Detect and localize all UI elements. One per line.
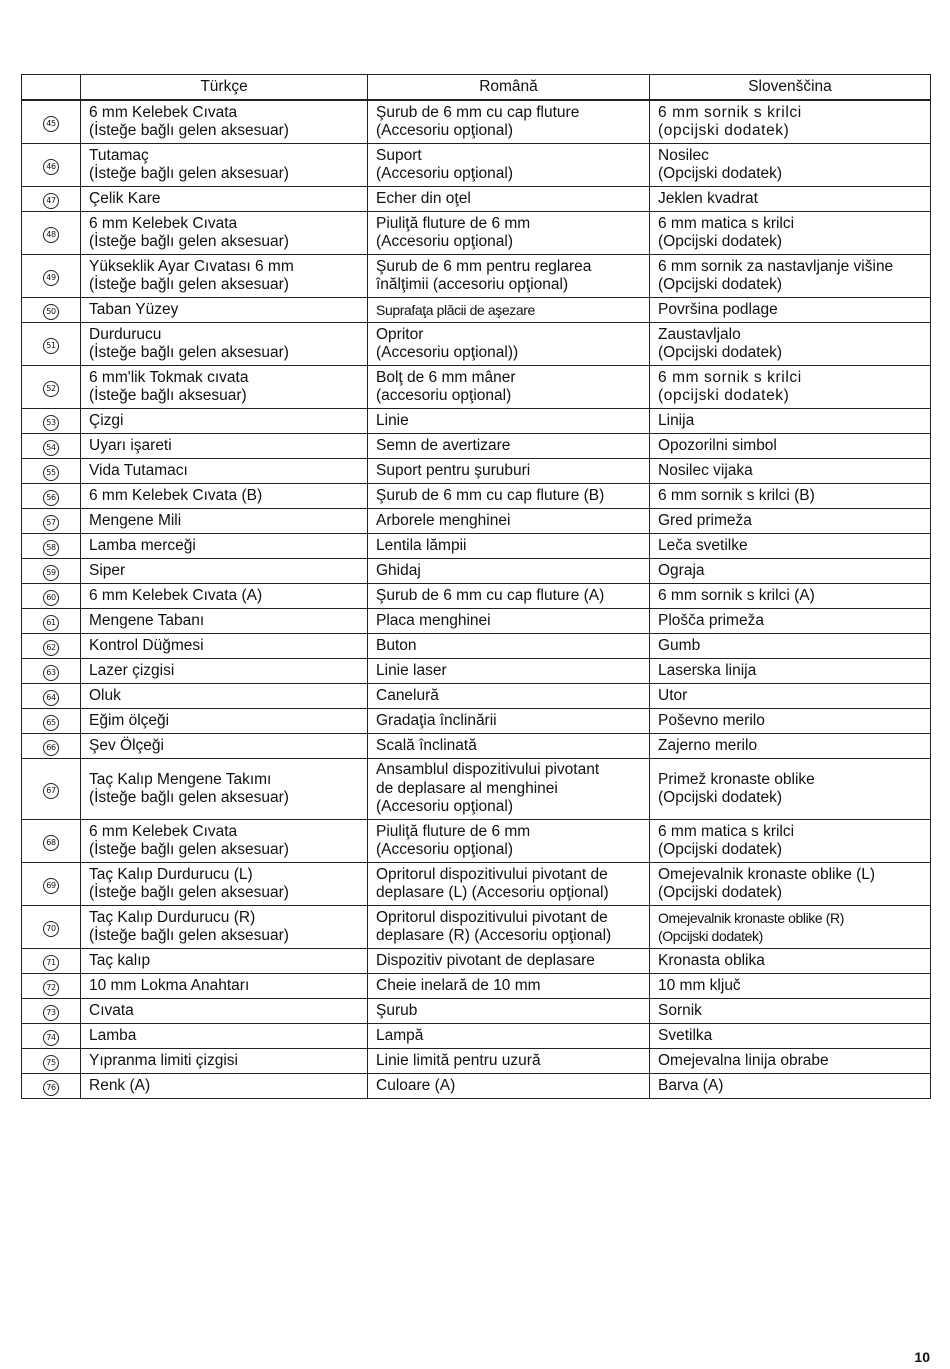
slovenian-cell: Omejevalna linija obrabe (650, 1049, 931, 1074)
romanian-cell: Arborele menghinei (368, 509, 650, 534)
table-row (22, 684, 931, 709)
slovenian-cell: Omejevalnik kronaste oblike (R) (Opcijski dodatek) (650, 906, 931, 949)
romanian-cell: Şurub (368, 999, 650, 1024)
turkish-cell: Lamba merceği (81, 534, 368, 559)
table-row (22, 459, 931, 484)
romanian-cell: Ghidaj (368, 559, 650, 584)
turkish-cell: Kontrol Düğmesi (81, 634, 368, 659)
circled-number: 52 (43, 381, 59, 397)
turkish-cell: Taç kalıp (81, 949, 368, 974)
turkish-cell: Oluk (81, 684, 368, 709)
romanian-cell: Şurub de 6 mm pentru reglarea înălţimii (accesoriu opţional) (368, 255, 650, 298)
row-number-cell (22, 144, 81, 187)
circled-number: 58 (43, 540, 59, 556)
slovenian-cell: 6 mm sornik s krilci (A) (650, 584, 931, 609)
slovenian-cell: Nosilec (Opcijski dodatek) (650, 144, 931, 187)
turkish-cell: 6 mm Kelebek Cıvata (İsteğe bağlı gelen aksesuar) (81, 820, 368, 863)
table-row (22, 434, 931, 459)
circled-number: 54 (43, 440, 59, 456)
table-header-row (22, 75, 931, 101)
slovenian-cell: Nosilec vijaka (650, 459, 931, 484)
header-romanian: Română (368, 75, 650, 101)
turkish-cell: Eğim ölçeği (81, 709, 368, 734)
header-number (22, 75, 81, 101)
turkish-cell: 6 mm Kelebek Cıvata (İsteğe bağlı gelen aksesuar) (81, 212, 368, 255)
romanian-cell: Şurub de 6 mm cu cap fluture (A) (368, 584, 650, 609)
row-number-cell (22, 584, 81, 609)
slovenian-cell: Linija (650, 409, 931, 434)
slovenian-cell: Zajerno merilo (650, 734, 931, 759)
table-row (22, 366, 931, 409)
slovenian-cell: Sornik (650, 999, 931, 1024)
table-row (22, 509, 931, 534)
row-number-cell (22, 974, 81, 999)
table-row (22, 974, 931, 999)
row-number-cell (22, 949, 81, 974)
circled-number: 64 (43, 690, 59, 706)
romanian-cell: Buton (368, 634, 650, 659)
romanian-cell: Semn de avertizare (368, 434, 650, 459)
row-number-cell (22, 323, 81, 366)
circled-number: 46 (43, 159, 59, 175)
circled-number: 55 (43, 465, 59, 481)
slovenian-cell: 6 mm sornik s krilci (opcijski dodatek) (650, 100, 931, 144)
parts-translation-table (21, 74, 931, 1099)
circled-number: 72 (43, 980, 59, 996)
circled-number: 62 (43, 640, 59, 656)
table-row (22, 634, 931, 659)
row-number-cell (22, 298, 81, 323)
row-number-cell (22, 366, 81, 409)
table-row (22, 100, 931, 144)
circled-number: 45 (43, 116, 59, 132)
romanian-cell: Opritor (Accesoriu opţional)) (368, 323, 650, 366)
turkish-cell: Mengene Tabanı (81, 609, 368, 634)
row-number-cell (22, 684, 81, 709)
slovenian-cell: 6 mm sornik s krilci (B) (650, 484, 931, 509)
romanian-cell: Linie limită pentru uzură (368, 1049, 650, 1074)
slovenian-cell: Površina podlage (650, 298, 931, 323)
turkish-cell: Uyarı işareti (81, 434, 368, 459)
slovenian-cell: 6 mm matica s krilci (Opcijski dodatek) (650, 212, 931, 255)
turkish-cell: Vida Tutamacı (81, 459, 368, 484)
turkish-cell: Taç Kalıp Durdurucu (L) (İsteğe bağlı gelen aksesuar) (81, 863, 368, 906)
slovenian-cell: Barva (A) (650, 1074, 931, 1099)
slovenian-cell: Plošča primeža (650, 609, 931, 634)
romanian-cell: Şurub de 6 mm cu cap fluture (Accesoriu opţional) (368, 100, 650, 144)
turkish-cell: 6 mm'lik Tokmak cıvata (İsteğe bağlı aksesuar) (81, 366, 368, 409)
table-row (22, 999, 931, 1024)
romanian-cell: Placa menghinei (368, 609, 650, 634)
circled-number: 74 (43, 1030, 59, 1046)
turkish-cell: Yıpranma limiti çizgisi (81, 1049, 368, 1074)
row-number-cell (22, 409, 81, 434)
turkish-cell: Taç Kalıp Durdurucu (R) (İsteğe bağlı gelen aksesuar) (81, 906, 368, 949)
slovenian-cell: Zaustavljalo (Opcijski dodatek) (650, 323, 931, 366)
romanian-cell: Piuliţă fluture de 6 mm (Accesoriu opţional) (368, 820, 650, 863)
row-number-cell (22, 459, 81, 484)
table-row (22, 759, 931, 820)
circled-number: 65 (43, 715, 59, 731)
romanian-cell: Dispozitiv pivotant de deplasare (368, 949, 650, 974)
row-number-cell (22, 906, 81, 949)
row-number-cell (22, 634, 81, 659)
circled-number: 61 (43, 615, 59, 631)
circled-number: 69 (43, 878, 59, 894)
turkish-cell: Tutamaç (İsteğe bağlı gelen aksesuar) (81, 144, 368, 187)
row-number-cell (22, 559, 81, 584)
slovenian-cell: Poševno merilo (650, 709, 931, 734)
romanian-cell: Suport (Accesoriu opţional) (368, 144, 650, 187)
romanian-cell: Linie (368, 409, 650, 434)
table-row (22, 584, 931, 609)
turkish-cell: Mengene Mili (81, 509, 368, 534)
romanian-cell: Lentila lămpii (368, 534, 650, 559)
turkish-cell: Taç Kalıp Mengene Takımı (İsteğe bağlı gelen aksesuar) (81, 759, 368, 820)
slovenian-cell: Jeklen kvadrat (650, 187, 931, 212)
table-row (22, 609, 931, 634)
slovenian-cell: Ograja (650, 559, 931, 584)
row-number-cell (22, 1024, 81, 1049)
turkish-cell: 6 mm Kelebek Cıvata (A) (81, 584, 368, 609)
circled-number: 60 (43, 590, 59, 606)
table-row (22, 144, 931, 187)
slovenian-cell: Omejevalnik kronaste oblike (L) (Opcijski dodatek) (650, 863, 931, 906)
row-number-cell (22, 434, 81, 459)
romanian-cell: Cheie inelară de 10 mm (368, 974, 650, 999)
slovenian-cell: Gumb (650, 634, 931, 659)
slovenian-cell: 6 mm matica s krilci (Opcijski dodatek) (650, 820, 931, 863)
table-row (22, 863, 931, 906)
romanian-cell: Opritorul dispozitivului pivotant de deplasare (L) (Accesoriu opţional) (368, 863, 650, 906)
row-number-cell (22, 484, 81, 509)
row-number-cell (22, 187, 81, 212)
circled-number: 68 (43, 835, 59, 851)
romanian-cell: Bolţ de 6 mm mâner (accesoriu opţional) (368, 366, 650, 409)
circled-number: 49 (43, 270, 59, 286)
romanian-cell: Scală înclinată (368, 734, 650, 759)
row-number-cell (22, 534, 81, 559)
circled-number: 51 (43, 338, 59, 354)
row-number-cell (22, 1074, 81, 1099)
table-row (22, 255, 931, 298)
row-number-cell (22, 709, 81, 734)
circled-number: 73 (43, 1005, 59, 1021)
row-number-cell (22, 212, 81, 255)
circled-number: 50 (43, 304, 59, 320)
turkish-cell: Siper (81, 559, 368, 584)
table-row (22, 409, 931, 434)
circled-number: 76 (43, 1080, 59, 1096)
circled-number: 66 (43, 740, 59, 756)
turkish-cell: Yükseklik Ayar Cıvatası 6 mm (İsteğe bağlı gelen aksesuar) (81, 255, 368, 298)
row-number-cell (22, 609, 81, 634)
turkish-cell: Lamba (81, 1024, 368, 1049)
turkish-cell: 6 mm Kelebek Cıvata (B) (81, 484, 368, 509)
romanian-cell: Ansamblul dispozitivului pivotant de deplasare al menghinei (Accesoriu opţional) (368, 759, 650, 820)
slovenian-cell: Leča svetilke (650, 534, 931, 559)
slovenian-cell: Primež kronaste oblike (Opcijski dodatek) (650, 759, 931, 820)
romanian-cell: Suport pentru şuruburi (368, 459, 650, 484)
slovenian-cell: 10 mm ključ (650, 974, 931, 999)
table-row (22, 484, 931, 509)
table-row (22, 212, 931, 255)
slovenian-cell: 6 mm sornik za nastavljanje višine (Opcijski dodatek) (650, 255, 931, 298)
circled-number: 70 (43, 921, 59, 937)
table-row (22, 1049, 931, 1074)
table-row (22, 659, 931, 684)
row-number-cell (22, 820, 81, 863)
table-row (22, 1074, 931, 1099)
header-turkish: Türkçe (81, 75, 368, 101)
romanian-cell: Opritorul dispozitivului pivotant de deplasare (R) (Accesoriu opţional) (368, 906, 650, 949)
slovenian-cell: 6 mm sornik s krilci (opcijski dodatek) (650, 366, 931, 409)
circled-number: 57 (43, 515, 59, 531)
romanian-cell: Piuliţă fluture de 6 mm (Accesoriu opţional) (368, 212, 650, 255)
romanian-cell: Linie laser (368, 659, 650, 684)
circled-number: 59 (43, 565, 59, 581)
table-row (22, 949, 931, 974)
table-row (22, 820, 931, 863)
turkish-cell: 6 mm Kelebek Cıvata (İsteğe bağlı gelen aksesuar) (81, 100, 368, 144)
slovenian-cell: Svetilka (650, 1024, 931, 1049)
table-row (22, 298, 931, 323)
turkish-cell: Lazer çizgisi (81, 659, 368, 684)
table-row (22, 906, 931, 949)
circled-number: 75 (43, 1055, 59, 1071)
table-row (22, 323, 931, 366)
turkish-cell: Çizgi (81, 409, 368, 434)
romanian-cell: Canelură (368, 684, 650, 709)
romanian-cell: Şurub de 6 mm cu cap fluture (B) (368, 484, 650, 509)
row-number-cell (22, 509, 81, 534)
turkish-cell: Durdurucu (İsteğe bağlı gelen aksesuar) (81, 323, 368, 366)
table-row (22, 709, 931, 734)
circled-number: 47 (43, 193, 59, 209)
row-number-cell (22, 1049, 81, 1074)
row-number-cell (22, 759, 81, 820)
circled-number: 71 (43, 955, 59, 971)
romanian-cell: Gradaţia înclinării (368, 709, 650, 734)
turkish-cell: Şev Ölçeği (81, 734, 368, 759)
turkish-cell: Çelik Kare (81, 187, 368, 212)
romanian-cell: Culoare (A) (368, 1074, 650, 1099)
romanian-cell: Suprafaţa plăcii de aşezare (368, 298, 650, 323)
table-row (22, 534, 931, 559)
circled-number: 63 (43, 665, 59, 681)
circled-number: 56 (43, 490, 59, 506)
slovenian-cell: Laserska linija (650, 659, 931, 684)
table-row (22, 734, 931, 759)
row-number-cell (22, 999, 81, 1024)
romanian-cell: Lampă (368, 1024, 650, 1049)
slovenian-cell: Kronasta oblika (650, 949, 931, 974)
row-number-cell (22, 659, 81, 684)
turkish-cell: Cıvata (81, 999, 368, 1024)
romanian-cell: Echer din oţel (368, 187, 650, 212)
row-number-cell (22, 863, 81, 906)
table-row (22, 559, 931, 584)
circled-number: 48 (43, 227, 59, 243)
row-number-cell (22, 734, 81, 759)
circled-number: 67 (43, 783, 59, 799)
row-number-cell (22, 255, 81, 298)
slovenian-cell: Opozorilni simbol (650, 434, 931, 459)
slovenian-cell: Utor (650, 684, 931, 709)
turkish-cell: Renk (A) (81, 1074, 368, 1099)
turkish-cell: Taban Yüzey (81, 298, 368, 323)
table-row (22, 187, 931, 212)
slovenian-cell: Gred primeža (650, 509, 931, 534)
circled-number: 53 (43, 415, 59, 431)
table-row (22, 1024, 931, 1049)
turkish-cell: 10 mm Lokma Anahtarı (81, 974, 368, 999)
page-number: 10 (914, 1349, 930, 1365)
header-slovenian: Slovenščina (650, 75, 931, 101)
row-number-cell (22, 100, 81, 144)
